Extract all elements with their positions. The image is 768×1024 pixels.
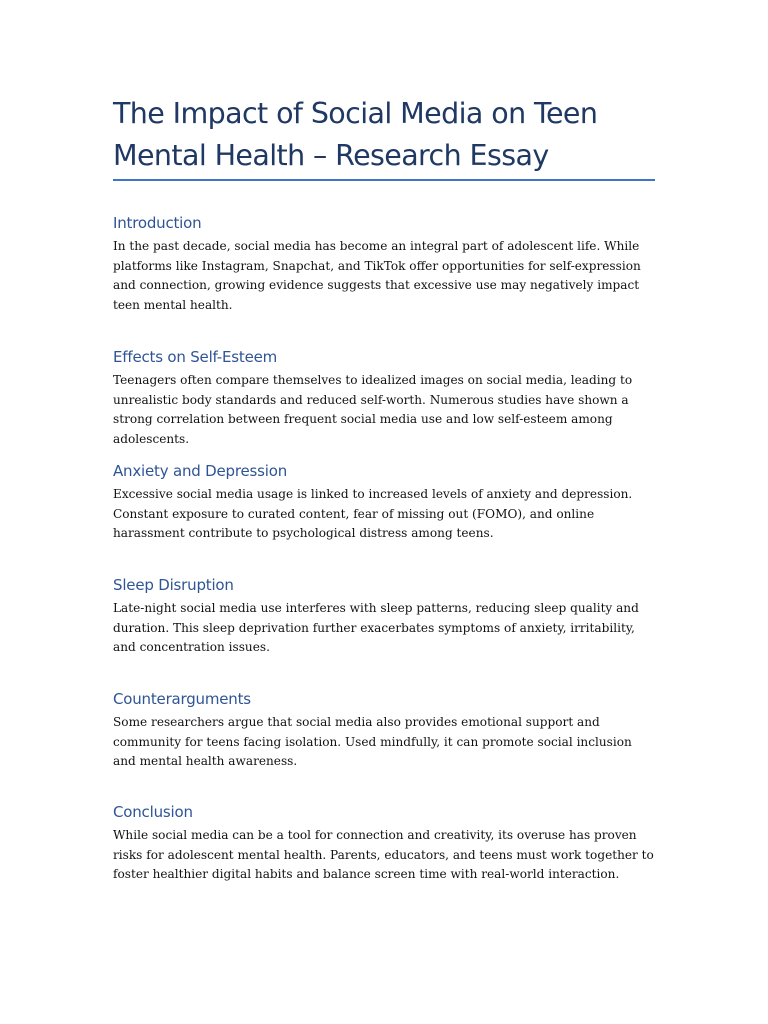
document-title: The Impact of Social Media on Teen Mental Health – Research Essay [113, 97, 598, 172]
section-sleep-disruption [113, 575, 658, 658]
section-paragraph: Late-night social media use interferes with sleep patterns, reducing sleep quality and duration. This sleep deprivation further exacerbates symptoms of anxiety, irritability, and concentration issues. [113, 601, 639, 654]
title-underline-rule [113, 179, 655, 181]
section-paragraph: Teenagers often compare themselves to idealized images on social media, leading to unrealistic body standards and reduced self-worth. Numerous studies have shown a strong correlation between frequent social media use and low self-esteem among adolescents. [113, 373, 633, 446]
section-paragraph: While social media can be a tool for connection and creativity, its overuse has proven risks for adolescent mental health. Parents, educators, and teens must work together to foster healthier digital habits and balance screen time with real-world interaction. [113, 828, 654, 881]
section-introduction [113, 213, 658, 315]
section-heading: Anxiety and Depression [113, 462, 288, 480]
section-heading: Introduction [113, 214, 202, 232]
section-paragraph: In the past decade, social media has become an integral part of adolescent life. While platforms like Instagram, Snapchat, and TikTok offer opportunities for self-expression and connection, growing evidence suggests that excessive use may negatively impact teen mental health. [113, 239, 641, 312]
section-conclusion [113, 802, 658, 885]
section-anxiety-and-depression [113, 461, 658, 544]
section-heading: Counterarguments [113, 690, 251, 708]
section-counterarguments [113, 689, 658, 772]
section-effects-on-self-esteem [113, 347, 658, 449]
section-heading: Effects on Self-Esteem [113, 348, 278, 366]
section-heading: Conclusion [113, 803, 193, 821]
section-paragraph: Excessive social media usage is linked to increased levels of anxiety and depression. Constant exposure to curated content, fear of missing out (FOMO), and online harassment contribute to psychological distress among teens. [113, 487, 633, 540]
section-heading: Sleep Disruption [113, 576, 234, 594]
section-paragraph: Some researchers argue that social media also provides emotional support and community for teens facing isolation. Used mindfully, it can promote social inclusion and mental health awareness. [113, 715, 632, 768]
